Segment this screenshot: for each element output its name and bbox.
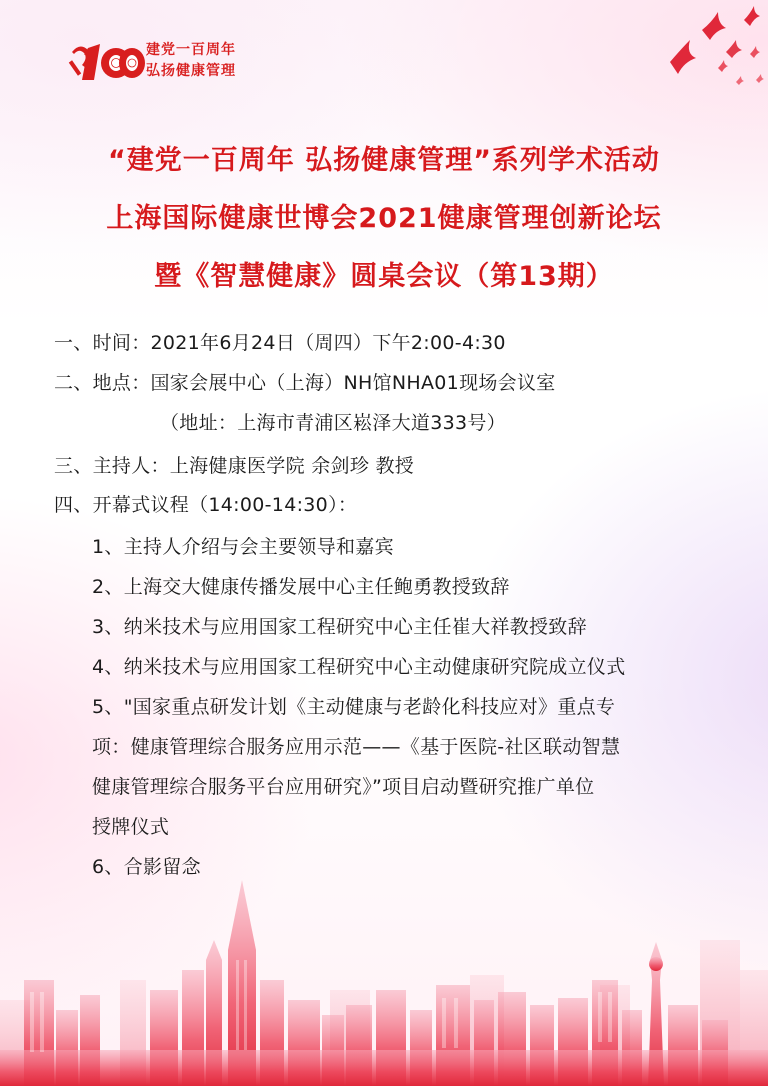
agenda-item-5-line-2: 项：健康管理综合服务应用示范——《基于医院-社区联动智慧 — [92, 736, 621, 758]
title-line-3: 暨《智慧健康》圆桌会议（第13期） — [154, 261, 614, 292]
logo-line-2: 弘扬健康管理 — [146, 63, 236, 79]
doves-decoration-icon — [660, 0, 768, 96]
title-line-2: 上海国际健康世博会2021健康管理创新论坛 — [106, 203, 662, 234]
event-host: 三、主持人：上海健康医学院 余剑珍 教授 — [54, 455, 415, 477]
agenda-item-5-line-3: 健康管理综合服务平台应用研究》”项目启动暨研究推广单位 — [92, 776, 595, 798]
event-address: （地址：上海市青浦区崧泽大道333号） — [160, 412, 506, 434]
agenda-item-2: 2、上海交大健康传播发展中心主任鲍勇教授致辞 — [92, 576, 510, 598]
event-place: 二、地点：国家会展中心（上海）NH馆NHA01现场会议室 — [54, 372, 556, 394]
city-skyline-illustration — [0, 880, 768, 1086]
title-line-1: “建党一百周年 弘扬健康管理”系列学术活动 — [108, 145, 660, 176]
agenda-item-3: 3、纳米技术与应用国家工程研究中心主任崔大祥教授致辞 — [92, 616, 587, 638]
agenda-item-5-line-1: 5、"国家重点研发计划《主动健康与老龄化科技应对》重点专 — [92, 696, 616, 718]
agenda-title: 四、开幕式议程（14:00-14:30）： — [54, 494, 358, 516]
event-time: 一、时间：2021年6月24日（周四）下午2:00-4:30 — [54, 332, 506, 354]
agenda-item-6: 6、合影留念 — [92, 856, 201, 878]
agenda-item-1: 1、主持人介绍与会主要领导和嘉宾 — [92, 536, 394, 558]
logo-slogan — [146, 40, 236, 82]
agenda-item-5-line-4: 授牌仪式 — [92, 816, 170, 838]
agenda-item-4: 4、纳米技术与应用国家工程研究中心主动健康研究院成立仪式 — [92, 656, 626, 678]
logo-line-1: 建党一百周年 — [146, 42, 236, 58]
